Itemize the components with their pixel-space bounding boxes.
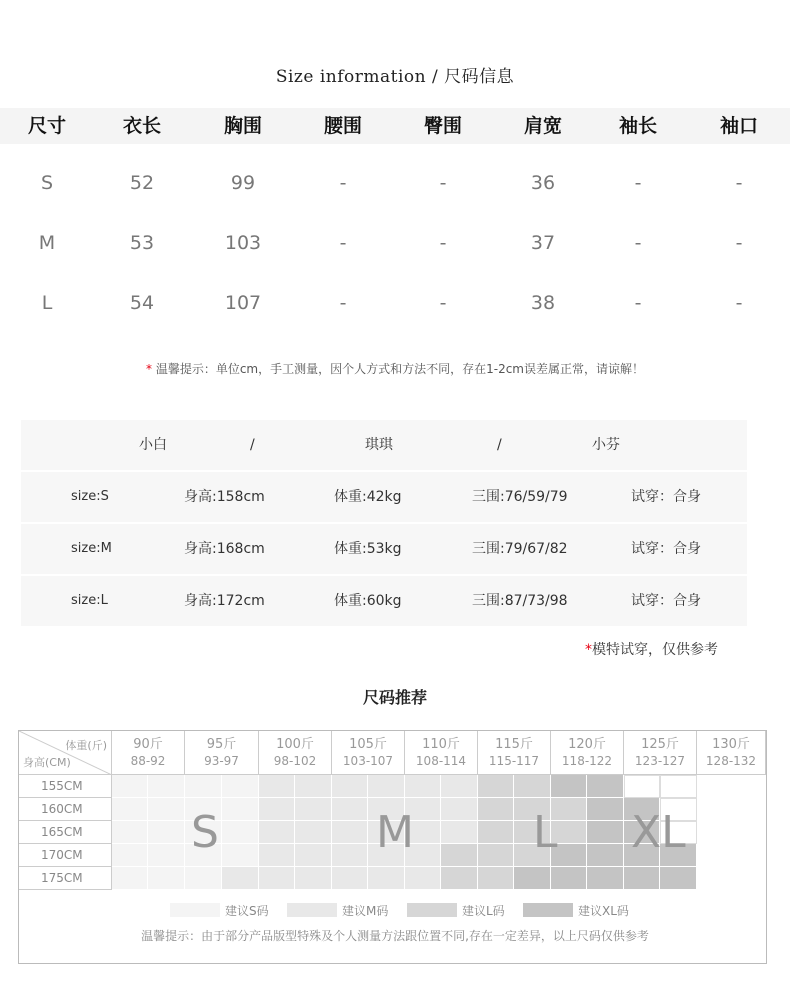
weight-value: 130斤: [712, 737, 750, 752]
grid-cell-XL: [551, 775, 587, 798]
grid-cell-S: [148, 821, 185, 844]
grid-cell-M: [259, 867, 295, 890]
legend-label: 建议S码: [225, 904, 269, 918]
size-letter: S: [191, 807, 219, 858]
grid-cell-none: [624, 775, 660, 798]
grid-cell-XL: [587, 821, 624, 844]
weight-value: 120斤: [568, 737, 606, 752]
model-row-cell: 三围:87/73/98: [472, 593, 568, 609]
grid-cell-M: [259, 821, 295, 844]
model-row-cell: 身高:158cm: [184, 489, 265, 505]
separator: /: [250, 437, 255, 453]
weight-range: 115-117: [488, 754, 540, 768]
note-text: 温馨提示：单位cm，手工测量，因个人方式和方法不同，存在1-2cm误差属正常，请谅解！: [152, 362, 644, 376]
grid-cell-S: [222, 844, 259, 867]
height-label: 160CM: [19, 798, 112, 821]
page-title: Size information / 尺码信息: [275, 67, 515, 87]
model-row-cell: 体重:42kg: [334, 489, 402, 505]
size-table-cell: 36: [530, 172, 556, 194]
grid-cell-XL: [514, 867, 551, 890]
grid-cell-M: [295, 867, 332, 890]
model-name: 琪琪: [365, 437, 393, 453]
size-recommend-title: 尺码推荐: [362, 688, 427, 707]
weight-header: [551, 731, 624, 775]
weight-header: [259, 731, 332, 775]
size-table-header-cell: 肩宽: [523, 115, 562, 137]
corner-height-label: 身高(CM): [23, 756, 71, 769]
weight-header: [697, 731, 766, 775]
grid-cell-M: [441, 798, 478, 821]
legend-swatch: [407, 903, 457, 917]
size-table-cell: -: [735, 232, 743, 254]
size-table-cell: -: [339, 172, 347, 194]
weight-value: 110斤: [422, 737, 460, 752]
corner-weight-label: 体重(斤): [65, 739, 107, 752]
weight-range: 88-92: [130, 754, 166, 768]
size-table-header-cell: 袖长: [618, 115, 657, 137]
model-info-box: [21, 420, 747, 624]
weight-value: 115斤: [495, 737, 533, 752]
grid-cell-M: [441, 775, 478, 798]
grid-cell-M: [259, 775, 295, 798]
grid-note: 温馨提示：由于部分产品版型特殊及个人测量方法跟位置不同,存在一定差异，以上尺码仅供参考: [141, 929, 649, 943]
grid-cell-M: [222, 867, 259, 890]
model-row-cell: 三围:76/59/79: [472, 489, 568, 505]
size-table-cell: -: [439, 232, 447, 254]
grid-cell-S: [222, 821, 259, 844]
weight-range: 123-127: [634, 754, 686, 768]
grid-cell-XL: [660, 867, 697, 890]
size-table-cell: 52: [129, 172, 155, 194]
size-table-cell: L: [41, 292, 53, 314]
model-row-cell: 体重:53kg: [334, 541, 402, 557]
legend-label: 建议XL码: [578, 904, 629, 918]
model-name: 小白: [139, 437, 167, 453]
legend-swatch: [523, 903, 573, 917]
weight-value: 95斤: [206, 737, 237, 752]
grid-cell-M: [332, 844, 368, 867]
size-table-cell: -: [339, 292, 347, 314]
model-row-cell: 身高:168cm: [184, 541, 265, 557]
size-table-cell: -: [634, 292, 642, 314]
legend-swatch: [170, 903, 220, 917]
grid-cell-S: [222, 798, 259, 821]
model-row: [21, 472, 747, 522]
grid-cell-M: [332, 821, 368, 844]
legend-label: 建议L码: [462, 904, 505, 918]
size-letter: M: [376, 807, 414, 858]
size-table-cell: -: [439, 292, 447, 314]
weight-header: [185, 731, 259, 775]
model-row-cell: 试穿：合身: [631, 489, 701, 505]
grid-cell-M: [295, 821, 332, 844]
measurement-note: [0, 360, 790, 377]
weight-header: [624, 731, 697, 775]
note-star: *: [585, 642, 592, 658]
weight-value: 90斤: [133, 737, 163, 752]
grid-cell-M: [295, 775, 332, 798]
size-table-header-cell: 腰围: [323, 115, 362, 137]
size-table-cell: -: [634, 232, 642, 254]
size-table-header: [0, 108, 790, 144]
weight-range: 103-107: [342, 754, 394, 768]
grid-cell-S: [148, 844, 185, 867]
grid-cell-XL: [587, 867, 624, 890]
model-row: [21, 576, 747, 626]
size-table-cell: 37: [530, 232, 556, 254]
size-table-cell: -: [439, 172, 447, 194]
size-table-cell: M: [38, 232, 56, 254]
height-label: 175CM: [19, 867, 112, 890]
size-table-cell: 107: [224, 292, 262, 314]
model-note: [585, 639, 718, 659]
grid-cell-L: [441, 844, 478, 867]
grid-cell-M: [368, 867, 405, 890]
weight-value: 105斤: [349, 737, 387, 752]
grid-cell-S: [148, 867, 185, 890]
grid-cell-M: [441, 821, 478, 844]
model-row-cell: size:S: [71, 489, 109, 504]
model-row-cell: size:M: [71, 541, 112, 556]
corner-cell: [19, 731, 112, 775]
grid-cell-M: [332, 867, 368, 890]
grid-cell-M: [332, 775, 368, 798]
grid-cell-S: [112, 844, 148, 867]
note-star: *: [146, 362, 152, 376]
grid-cell-S: [148, 775, 185, 798]
height-label: 170CM: [19, 844, 112, 867]
model-row-cell: 身高:172cm: [184, 593, 265, 609]
size-table-header-cell: 衣长: [122, 115, 161, 137]
size-table-header-cell: 臀围: [423, 115, 462, 137]
size-table-cell: -: [339, 232, 347, 254]
weight-value: 125斤: [641, 737, 679, 752]
model-row-cell: size:L: [71, 593, 108, 608]
grid-cell-XL: [624, 867, 660, 890]
grid-cell-S: [112, 798, 148, 821]
grid-cell-XL: [551, 867, 587, 890]
size-table-cell: 99: [230, 172, 256, 194]
weight-value: 100斤: [276, 737, 314, 752]
separator: /: [497, 437, 502, 453]
weight-range: 128-132: [705, 754, 757, 768]
grid-cell-none: [660, 775, 697, 798]
size-table-cell: -: [735, 172, 743, 194]
grid-cell-L: [478, 821, 514, 844]
size-table-header-cell: 尺寸: [27, 115, 66, 137]
size-table-cell: 54: [129, 292, 155, 314]
grid-cell-M: [368, 775, 405, 798]
grid-cell-M: [259, 844, 295, 867]
grid-cell-XL: [587, 775, 624, 798]
grid-cell-S: [112, 821, 148, 844]
model-row-cell: 试穿：合身: [631, 593, 701, 609]
note-text: 模特试穿，仅供参考: [592, 642, 718, 658]
height-label: 155CM: [19, 775, 112, 798]
weight-range: 98-102: [273, 754, 317, 768]
weight-header: [405, 731, 478, 775]
grid-cell-XL: [587, 844, 624, 867]
grid-cell-S: [112, 775, 148, 798]
weight-range: 118-122: [561, 754, 613, 768]
legend-label: 建议M码: [342, 904, 389, 918]
model-row-cell: 试穿：合身: [631, 541, 701, 557]
weight-range: 93-97: [204, 754, 239, 768]
grid-cell-S: [185, 867, 222, 890]
size-letter: XL: [631, 807, 686, 858]
grid-cell-XL: [587, 798, 624, 821]
size-table-header-cell: 袖口: [719, 115, 758, 137]
grid-cell-L: [478, 844, 514, 867]
grid-cell-L: [478, 775, 514, 798]
grid-cell-M: [405, 775, 441, 798]
grid-cell-M: [295, 798, 332, 821]
model-name: 小芬: [592, 437, 620, 453]
grid-cell-M: [259, 798, 295, 821]
size-table-cell: 53: [129, 232, 155, 254]
grid-cell-S: [185, 775, 222, 798]
model-row-cell: 三围:79/67/82: [472, 541, 568, 557]
height-label: 165CM: [19, 821, 112, 844]
model-row-cell: 体重:60kg: [334, 593, 402, 609]
legend-swatch: [287, 903, 337, 917]
model-row: [21, 524, 747, 574]
weight-header: [112, 731, 185, 775]
weight-range: 108-114: [415, 754, 467, 768]
size-table-cell: 103: [224, 232, 262, 254]
weight-header: [478, 731, 551, 775]
grid-cell-S: [112, 867, 148, 890]
grid-cell-L: [514, 775, 551, 798]
size-table-cell: -: [634, 172, 642, 194]
grid-cell-M: [332, 798, 368, 821]
grid-cell-S: [222, 775, 259, 798]
grid-cell-S: [148, 798, 185, 821]
grid-cell-L: [478, 867, 514, 890]
size-table-cell: S: [40, 172, 54, 194]
size-letter: L: [533, 807, 558, 858]
size-table-cell: -: [735, 292, 743, 314]
grid-cell-L: [478, 798, 514, 821]
grid-cell-L: [441, 867, 478, 890]
size-table-cell: 38: [530, 292, 556, 314]
grid-cell-M: [295, 844, 332, 867]
model-names-row: [21, 420, 747, 470]
size-table-header-cell: 胸围: [223, 115, 262, 137]
weight-header: [332, 731, 405, 775]
grid-cell-M: [405, 867, 441, 890]
